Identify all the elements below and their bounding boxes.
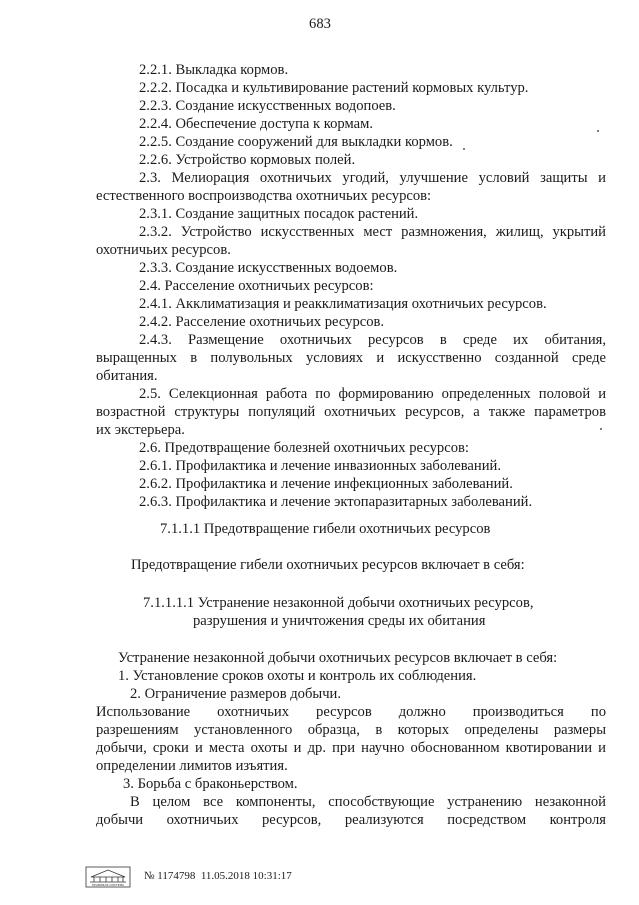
text-line: 2.6.2. Профилактика и лечение инфекционных заболеваний. [139,476,513,492]
text-line: 2.4.2. Расселение охотничьих ресурсов. [139,314,385,330]
text-line: В целом все компоненты, способствующие устранению незаконной [130,794,606,810]
text-line: 3. Борьба с браконьерством. [123,776,298,792]
text-line: определении лимитов изъятия. [96,758,288,774]
text-line: 2.6.1. Профилактика и лечение инвазионных заболеваний. [139,458,501,474]
section-heading: 7.1.1.1.1 Устранение незаконной добычи охотничьих ресурсов, [143,595,534,611]
page-number: 683 [309,16,331,32]
text-line: охотничьих ресурсов. [96,242,231,258]
footer-stamp-text [144,870,292,882]
text-line: 2.2.5. Создание сооружений для выкладки кормов. [139,134,453,150]
text-line: Предотвращение гибели охотничьих ресурсов включает в себя: [131,557,525,573]
text-line: разрешениям установленного образца, в которых определены размеры [96,722,606,738]
text-line: добычи, сроки и места охоты и др. при научно обоснованном квотировании и [96,740,606,756]
text-line: выращенных в полувольных условиях и искусственно созданной среде [96,350,606,366]
stamp-datetime: 11.05.2018 10:31:17 [200,870,292,882]
scan-speck [597,130,599,132]
text-line: 2.4.1. Акклиматизация и реакклиматизация охотничьих ресурсов. [139,296,547,312]
text-line: 2.2.6. Устройство кормовых полей. [139,152,356,168]
text-line: Использование охотничьих ресурсов должно производиться по [96,704,606,720]
text-line: 2.3.2. Устройство искусственных мест размножения, жилищ, укрытий [139,224,606,240]
scan-speck [463,148,465,150]
text-line: 2.2.4. Обеспечение доступа к кормам. [139,116,373,132]
text-line: естественного воспроизводства охотничьих ресурсов: [96,188,432,204]
text-line: 1. Установление сроков охоты и контроль их соблюдения. [118,668,477,684]
building-stamp-icon [85,866,131,888]
section-heading: разрушения и уничтожения среды их обитания [193,613,486,629]
text-line: их экстерьера. [96,422,185,438]
text-line: 2.6. Предотвращение болезней охотничьих ресурсов: [139,440,469,456]
text-line: 2.4.3. Размещение охотничьих ресурсов в среде их обитания, [139,332,606,348]
text-line: 2.4. Расселение охотничьих ресурсов: [139,278,374,294]
text-line: 2.2.1. Выкладка кормов. [139,62,289,78]
text-line: 2.3. Мелиорация охотничьих угодий, улучшение условий защиты и [139,170,606,186]
document-number: № 1174798 [144,870,196,882]
text-line: 2.2.3. Создание искусственных водопоев. [139,98,396,114]
text-line: 2.5. Селекционная работа по формированию определенных половой и [139,386,606,402]
stamp-caption: ПРАВОВАЯ СИСТЕМА [91,883,125,887]
text-line: обитания. [96,368,158,384]
text-line: 2.3.1. Создание защитных посадок растений. [139,206,419,222]
text-line: 2.3.3. Создание искусственных водоемов. [139,260,398,276]
section-heading: 7.1.1.1 Предотвращение гибели охотничьих ресурсов [160,521,491,537]
text-line: 2.2.2. Посадка и культивирование растений кормовых культур. [139,80,529,96]
text-line: Устранение незаконной добычи охотничьих ресурсов включает в себя: [118,650,558,666]
text-line: 2. Ограничение размеров добычи. [130,686,342,702]
text-line: добычи охотничьих ресурсов, реализуются посредством контроля [96,812,606,828]
scan-speck [600,428,602,430]
text-line: 2.6.3. Профилактика и лечение эктопаразитарных заболеваний. [139,494,533,510]
text-line: возрастной структуры популяций охотничьих ресурсов, а также параметров [96,404,606,420]
